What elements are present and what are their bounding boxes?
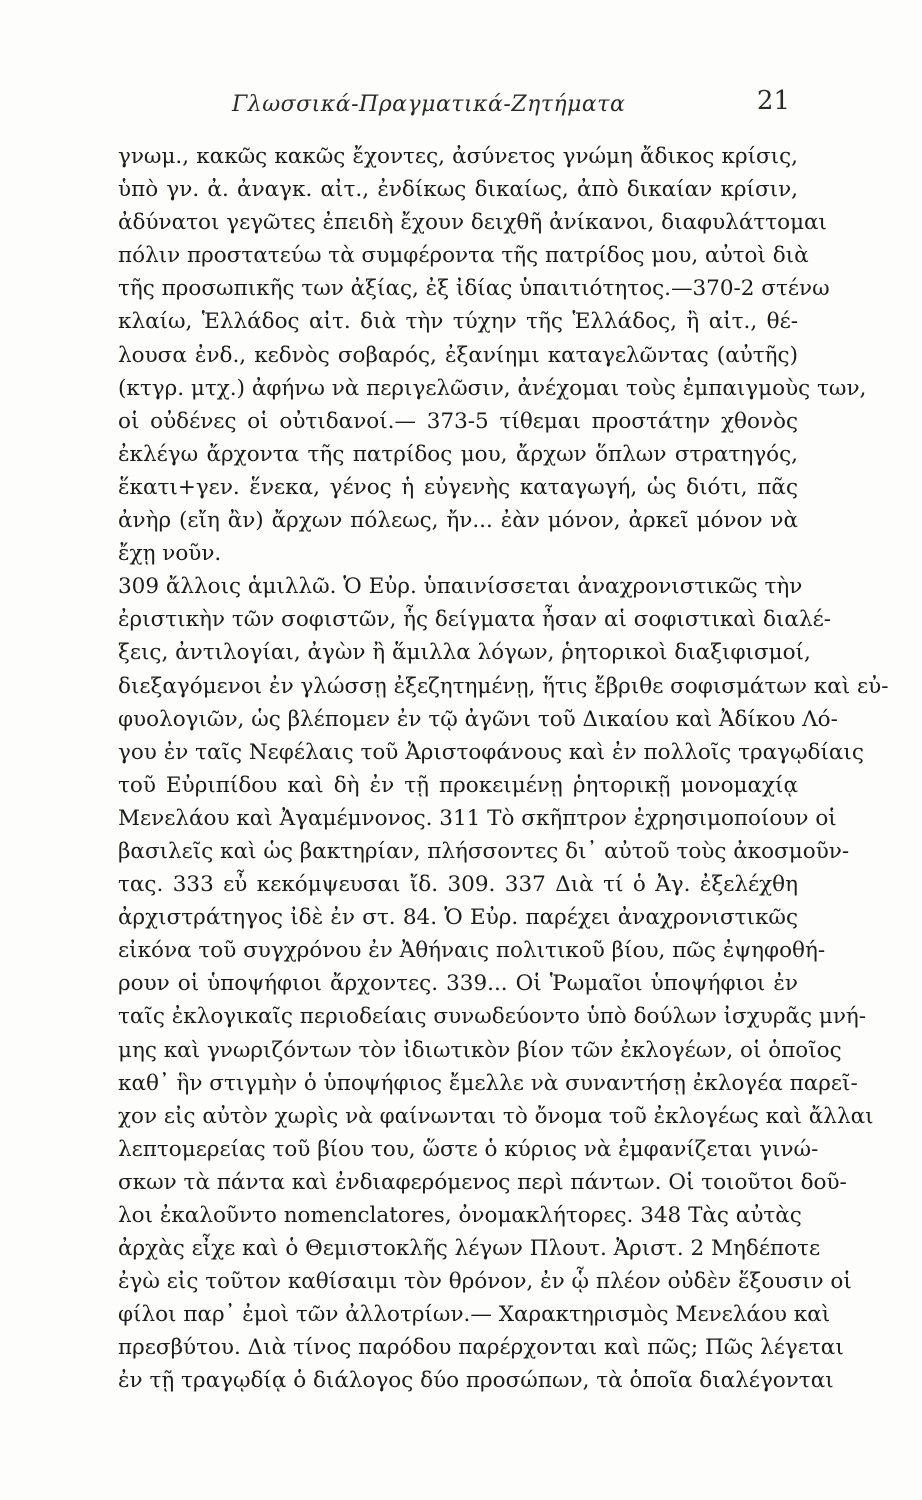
text-line: πόλιν προστατεύω τὰ συμφέροντα τῆς πατρίδος μου, αὐτοὶ διὰ: [118, 243, 809, 269]
text-line: πρεσβύτου. Διὰ τίνος παρόδου παρέρχονται καὶ πῶς; Πῶς λέγεται: [118, 1335, 844, 1361]
text-line: Μενελάου καὶ Ἀγαμέμνονος. 311 Τὸ σκῆπτρον ἐχρησιμοποίουν οἱ: [118, 805, 837, 831]
text-line: σκων τὰ πάντα καὶ ἐνδιαφερόμενος περὶ πάντων. Οἱ τοιοῦτοι δοῦ-: [118, 1169, 847, 1195]
text-line: ξεις, ἀντιλογίαι, ἀγὼν ἢ ἅμιλλα λόγων, ῥητορικοὶ διαξιφισμοί,: [118, 640, 811, 666]
text-line: τῆς προσωπικῆς των ἀξίας, ἐξ ἰδίας ὑπαιτιότητος.—370-2 στένω: [118, 276, 830, 302]
text-line: λεπτομερείας τοῦ βίου του, ὥστε ὁ κύριος νὰ ἐμφανίζεται γινώ-: [118, 1136, 819, 1162]
text-line: λουσα ἐνδ., κεδνὸς σοβαρός, ἐξανίημι καταγελῶντας (αὐτῆς): [118, 342, 798, 368]
text-line: (κτγρ. μτχ.) ἀφήνω νὰ περιγελῶσιν, ἀνέχομαι τοὺς ἐμπαιγμοὺς των,: [118, 375, 867, 401]
page-number: 21: [756, 86, 790, 116]
text-line: καθ᾽ ἣν στιγμὴν ὁ ὑποψήφιος ἔμελλε νὰ συναντήσῃ ἐκλογέα παρεῖ-: [118, 1070, 858, 1096]
text-line: ἀδύνατοι γεγῶτες ἐπειδὴ ἔχουν δειχθῆ ἀνίκανοι, διαφυλάττομαι: [118, 210, 827, 236]
text-line: ἐν τῇ τραγῳδίᾳ ὁ διάλογος δύο προσώπων, τὰ ὁποῖα διαλέγονται: [118, 1368, 834, 1394]
text-line: διεξαγόμενοι ἐν γλώσσῃ ἐξεζητημένῃ, ἥτις ἔβριθε σοφισμάτων καὶ εὐ-: [118, 673, 889, 699]
text-line: ἀρχιστράτηγος ἰδὲ ἐν στ. 84. Ὁ Εὐρ. παρέχει ἀναχρονιστικῶς: [118, 905, 798, 931]
text-line: ταῖς ἐκλογικαῖς περιοδείαις συνωδεύοντο ὑπὸ δούλων ἰσχυρᾶς μνή-: [118, 1004, 867, 1030]
text-line: ἕκατι+γεν. ἕνεκα, γένος ἡ εὐγενὴς καταγωγή, ὡς διότι, πᾶς: [118, 474, 798, 500]
text-line: φίλοι παρ᾽ ἐμοὶ τῶν ἀλλοτρίων.— Χαρακτηρισμὸς Μενελάου καὶ: [118, 1302, 831, 1328]
text-line: γνωμ., κακῶς κακῶς ἔχοντες, ἀσύνετος γνώμη ἄδικος κρίσις,: [118, 144, 798, 169]
text-line: 309 ἄλλοις ἁμιλλῶ. Ὁ Εὐρ. ὑπαινίσσεται ἀναχρονιστικῶς τὴν: [118, 574, 803, 600]
text-line: φυολογιῶν, ὡς βλέπομεν ἐν τῷ ἀγῶνι τοῦ Δικαίου καὶ Ἀδίκου Λό-: [118, 706, 838, 732]
text-line: εἰκόνα τοῦ συγχρόνου ἐν Ἀθήναις πολιτικοῦ βίου, πῶς ἐψηφοθή-: [118, 938, 826, 964]
text-line: ὑπὸ γν. ἀ. ἀναγκ. αἰτ., ἐνδίκως δικαίως, ἀπὸ δικαίαν κρίσιν,: [118, 177, 798, 203]
text-line: ἐγὼ εἰς τοῦτον καθίσαιμι τὸν θρόνον, ἐν ᾧ πλέον οὐδὲν ἕξουσιν οἱ: [118, 1269, 852, 1295]
body-text: [118, 140, 889, 1398]
page-header: [120, 86, 790, 132]
text-line: κλαίω, Ἑλλάδος αἰτ. διὰ τὴν τύχην τῆς Ἑλλάδος, ἢ αἰτ., θέ-: [118, 309, 798, 335]
text-line: τοῦ Εὐριπίδου καὶ δὴ ἐν τῇ προκειμένῃ ῥητορικῇ μονομαχίᾳ: [118, 772, 798, 798]
running-title: Γλωσσικά-Πραγματικά-Ζητήματα: [232, 92, 626, 117]
text-line: μης καὶ γνωριζόντων τὸν ἰδιωτικὸν βίον τῶν ἐκλογέων, οἱ ὁποῖος: [118, 1037, 842, 1063]
text-line: λοι ἐκαλοῦντο nomenclatores, ὀνομακλήτορες. 348 Τὰς αὐτὰς: [118, 1203, 802, 1228]
text-line: τας. 333 εὖ κεκόμψευσαι ἴδ. 309. 337 Διὰ τί ὁ Ἀγ. ἐξελέχθη: [118, 872, 798, 898]
text-line: ἀρχὰς εἶχε καὶ ὁ Θεμιστοκλῆς λέγων Πλουτ. Ἀριστ. 2 Μηδέποτε: [118, 1236, 821, 1262]
text-line: οἱ οὐδένες οἱ οὐτιδανοί.— 373-5 τίθεμαι προστάτην χθονὸς: [118, 408, 798, 434]
text-line: χον εἰς αὐτὸν χωρὶς νὰ φαίνωνται τὸ ὄνομα τοῦ ἐκλογέως καὶ ἄλλαι: [118, 1103, 874, 1129]
text-line: γου ἐν ταῖς Νεφέλαις τοῦ Ἀριστοφάνους καὶ ἐν πολλοῖς τραγῳδίαις: [118, 739, 864, 765]
text-line: ρουν οἱ ὑποψήφιοι ἄρχοντες. 339... Οἱ Ῥωμαῖοι ὑποψήφιοι ἐν: [118, 971, 798, 997]
text-line: βασιλεῖς καὶ ὡς βακτηρίαν, πλήσσοντες δι᾽ αὐτοῦ τοὺς ἀκοσμοῦν-: [118, 838, 850, 864]
text-line: ἐκλέγω ἄρχοντα τῆς πατρίδος μου, ἄρχων ὅπλων στρατηγός,: [118, 441, 798, 467]
text-line: ἔχῃ νοῦν.: [118, 541, 222, 567]
text-line: ἐριστικὴν τῶν σοφιστῶν, ἧς δείγματα ἦσαν αἱ σοφιστικαὶ διαλέ-: [118, 607, 831, 633]
text-line: ἀνὴρ (εἴη ἂν) ἄρχων πόλεως, ἤν... ἐὰν μόνον, ἀρκεῖ μόνον νὰ: [118, 508, 798, 534]
